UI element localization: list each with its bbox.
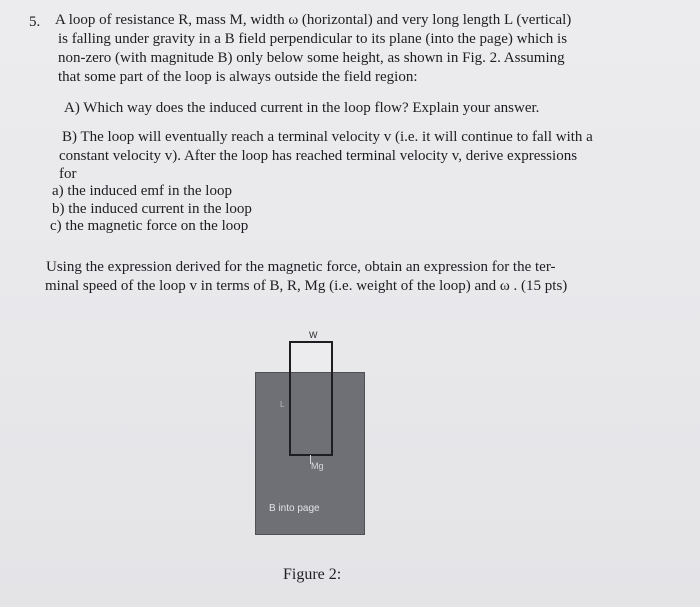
subpart-c: c) the magnetic force on the loop (50, 218, 249, 234)
figure-caption: Figure 2: (283, 566, 342, 583)
intro-line-4: that some part of the loop is always outside the field region: (58, 69, 418, 85)
weight-label: Mg (311, 461, 324, 471)
problem-number: 5. (29, 14, 41, 30)
final-question-line-2: minal speed of the loop v in terms of B, R, Mg (i.e. weight of the loop) and ω . (15 pts) (45, 278, 568, 294)
part-a-question: A) Which way does the induced current in the loop flow? Explain your answer. (64, 100, 540, 116)
part-b-line-2: constant velocity v). After the loop has reached terminal velocity v, derive expressions (59, 148, 578, 164)
subpart-a: a) the induced emf in the loop (52, 183, 232, 199)
intro-line-1: A loop of resistance R, mass M, width ω (horizontal) and very long length L (vertical) (55, 12, 572, 28)
length-label: L (280, 400, 285, 409)
conducting-loop (289, 341, 333, 456)
part-b-line-1: B) The loop will eventually reach a terminal velocity v (i.e. it will continue to fall with a (62, 129, 593, 145)
field-direction-label: B into page (269, 503, 320, 514)
subpart-b: b) the induced current in the loop (52, 201, 252, 217)
intro-line-2: is falling under gravity in a B field perpendicular to its plane (into the page) which is (58, 31, 568, 47)
intro-line-3: non-zero (with magnitude B) only below some height, as shown in Fig. 2. Assuming (58, 50, 565, 66)
part-b-line-3: for (59, 166, 77, 182)
width-label: W (309, 330, 318, 340)
final-question-line-1: Using the expression derived for the magnetic force, obtain an expression for the ter- (46, 259, 556, 275)
